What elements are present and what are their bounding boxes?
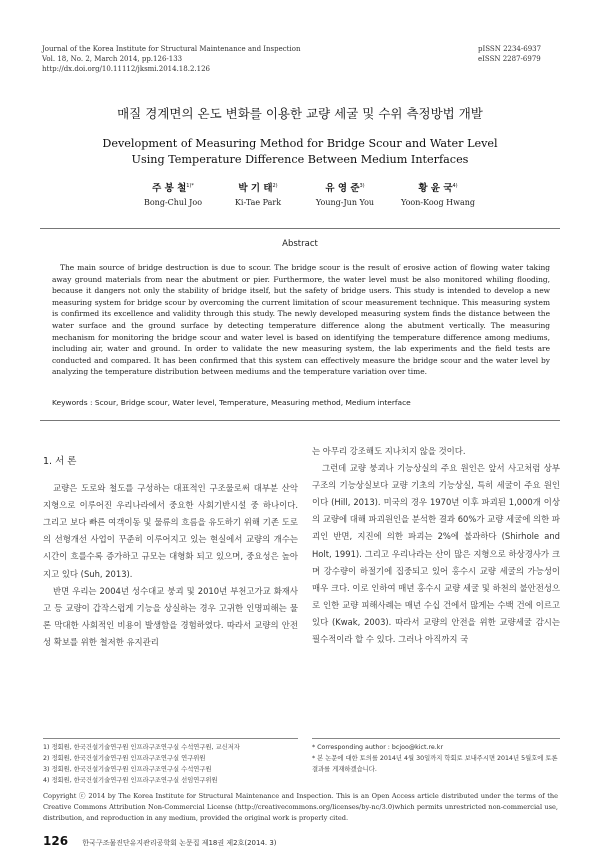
korean-title: 매질 경계면의 온도 변화를 이용한 교량 세굴 및 수위 측정방법 개발 bbox=[117, 106, 483, 121]
keywords: Keywords : Scour, Bridge scour, Water level, Temperature, Measuring method, Medium interface bbox=[52, 398, 411, 407]
abstract-top-rule bbox=[40, 228, 560, 229]
abstract-bottom-rule bbox=[40, 420, 560, 421]
author-affiliation-mark: 2) bbox=[272, 182, 278, 189]
author bbox=[383, 180, 493, 207]
body-paragraph: 반면 우리는 2004년 성수대교 붕괴 및 2010년 부천고가교 화재사고 등 교량이 갑작스럽게 기능을 상실하는 경우 고귀한 인명피해는 물론 막대한 사회적인 비용이 발생함을 경험하였다. 따라서 교량의 안전성 확보를 위한 철저한 유지관리 bbox=[43, 585, 298, 647]
section-heading: 1. 서 론 bbox=[43, 456, 77, 467]
footnote: 2) 정회원, 한국건설기술연구원 인프라구조연구실 연구위원 bbox=[43, 755, 206, 762]
footnote-rule bbox=[312, 738, 560, 739]
doi-link[interactable]: http://dx.doi.org/10.11112/jksmi.2014.18.2.126 bbox=[42, 65, 210, 73]
footnote: * Corresponding author : bcjoo@kict.re.kr bbox=[312, 744, 444, 751]
body-paragraph: 그런데 교량 붕괴나 기능상실의 주요 원인은 앞서 사고처럼 상부구조의 기능상실보다 교량 기초의 기능상실, 특히 세굴이 주요 원인이다 (Hill, 2013). 미국의 경우 1970년 이후 파괴된 1,000개 이상의 교량에 대해 파괴원인을 분석한 결과 60%가 교량 세굴에 의한 파괴인 반면, 지진에 의한 파괴는 2%에 불과하다 (Shirhole and Holt, 1991). 그리고 우리나라는 산이 많은 지형으로 하상경사가 크며 강수량이 하절기에 집중되고 있어 홍수시 교량 세굴의 가능성이 매우 크다. 이로 인하여 매년 홍수시 교량 세굴 및 하천의 불안전성으로 인한 교량 피해사례는 매년 수십 건에서 많게는 수백 건에 이르고 있다 (Kwak, 2003). 따라서 교량의 안전을 위한 교량세굴 감시는 필수적이라 할 수 있다. 그러나 아직까지 국 bbox=[312, 463, 560, 645]
eissn: eISSN 2287-6979 bbox=[478, 55, 541, 63]
journal-volume: Vol. 18, No. 2, March 2014, pp.126-133 bbox=[42, 55, 183, 63]
english-title-line-2: Using Temperature Difference Between Medium Interfaces bbox=[131, 153, 469, 166]
author-name-en: Bong-Chul Joo bbox=[143, 198, 203, 207]
affiliation-footnotes bbox=[43, 738, 298, 786]
footnote-rule bbox=[43, 738, 298, 739]
copyright-notice: Copyright ⓒ 2014 by The Korea Institute for Structural Maintenance and Inspection. This is an Open Access article distributed under the terms of the Creative Commons Attribution Non-Commercial License (http://creativecommons.org/licenses/by-nc/3.0)which permits unrestricted non-commercial use, distribution, and reproduction in any medium, provided the original work is properly cited. bbox=[43, 792, 558, 822]
page-footer bbox=[43, 834, 277, 848]
footer-journal: 한국구조물진단유지관리공학회 논문집 제18권 제2호(2014. 3) bbox=[82, 839, 277, 847]
journal-name: Journal of the Korea Institute for Structural Maintenance and Inspection bbox=[42, 45, 301, 53]
footnote: 4) 정회원, 한국건설기술연구원 인프라구조연구실 선임연구위원 bbox=[43, 777, 218, 784]
author-name-en: Young-Jun You bbox=[315, 198, 375, 207]
author-affiliation-mark: 3) bbox=[359, 182, 365, 189]
author-name-en: Yoon-Koog Hwang bbox=[401, 198, 475, 207]
journal-header bbox=[42, 44, 300, 74]
footnote: 1) 정회원, 한국건설기술연구원 인프라구조연구실 수석연구원, 교신저자 bbox=[43, 744, 240, 751]
pissn: pISSN 2234-6937 bbox=[478, 45, 542, 53]
abstract-heading: Abstract bbox=[282, 239, 318, 249]
corresponding-footnotes bbox=[312, 738, 560, 775]
page-number: 126 bbox=[43, 834, 69, 848]
author-affiliation-mark: 1)* bbox=[186, 182, 194, 189]
english-title bbox=[0, 136, 600, 168]
author-name-kr: 황 윤 국 bbox=[418, 183, 453, 194]
body-column-left bbox=[43, 449, 298, 651]
abstract-text: The main source of bridge destruction is due to scour. The bridge scour is the result of erosive action of flowing water taking away ground materials from near the abutment or pier. Furthermore, the water level must be also monitored whiling flooding, because it dangers not only the stability of bridge itself, but the safety of bridge users. This study is intended to develop a new measuring system for bridge scour by overcoming the current limitation of scour measurement technique. This measuring system is confirmed its excellence and validity through this study. The newly developed measuring system finds the distance between the water surface and the ground surface by detecting temperature difference along the abutment vertically. The measuring mechanism for monitoring the bridge scour and water level is based on identifying the temperature difference among mediums, including air, water and ground. In order to validate the new measuring system, the lab experiments and the field tests are conducted and compared. It has been confirmed that this system can effectively measure the bridge scour and the water level by analyzing the temperature distribution between mediums and the temperature variation over time. bbox=[52, 263, 550, 377]
author-name-kr: 유 영 준 bbox=[325, 183, 360, 194]
footnote: * 본 논문에 대한 토의를 2014년 4월 30일까지 학회로 보내주시면 2014년 5월호에 토론결과를 게재하겠습니다. bbox=[312, 755, 558, 773]
footnote: 3) 정회원, 한국건설기술연구원 인프라구조연구실 수석연구원 bbox=[43, 766, 212, 773]
author-name-kr: 주 봉 철 bbox=[152, 183, 187, 194]
issn-block bbox=[478, 44, 548, 64]
body-paragraph-continuation: 는 아무리 강조해도 지나치지 않을 것이다. bbox=[312, 446, 466, 456]
english-title-line-1: Development of Measuring Method for Bridge Scour and Water Level bbox=[102, 137, 498, 150]
body-column-right bbox=[312, 443, 560, 648]
author-name-en: Ki-Tae Park bbox=[234, 198, 282, 207]
author-name-kr: 박 기 태 bbox=[238, 183, 273, 194]
author-affiliation-mark: 4) bbox=[452, 182, 458, 189]
author-list bbox=[0, 180, 600, 220]
body-paragraph: 교량은 도로와 철도를 구성하는 대표적인 구조물로써 대부분 산악 지형으로 이루어진 우리나라에서 중요한 사회기반시설 중 하나이다. 그리고 보다 빠른 여객이동 및 물류의 흐름을 유도하기 위해 기존 도로의 선형개선 사업이 꾸준히 이루어지고 있는 현실에서 교량의 개수는 시간이 흐를수록 증가하고 규모는 대형화 되고 있으며, 중요성은 높아지고 있다 (Suh, 2013). bbox=[43, 483, 298, 579]
